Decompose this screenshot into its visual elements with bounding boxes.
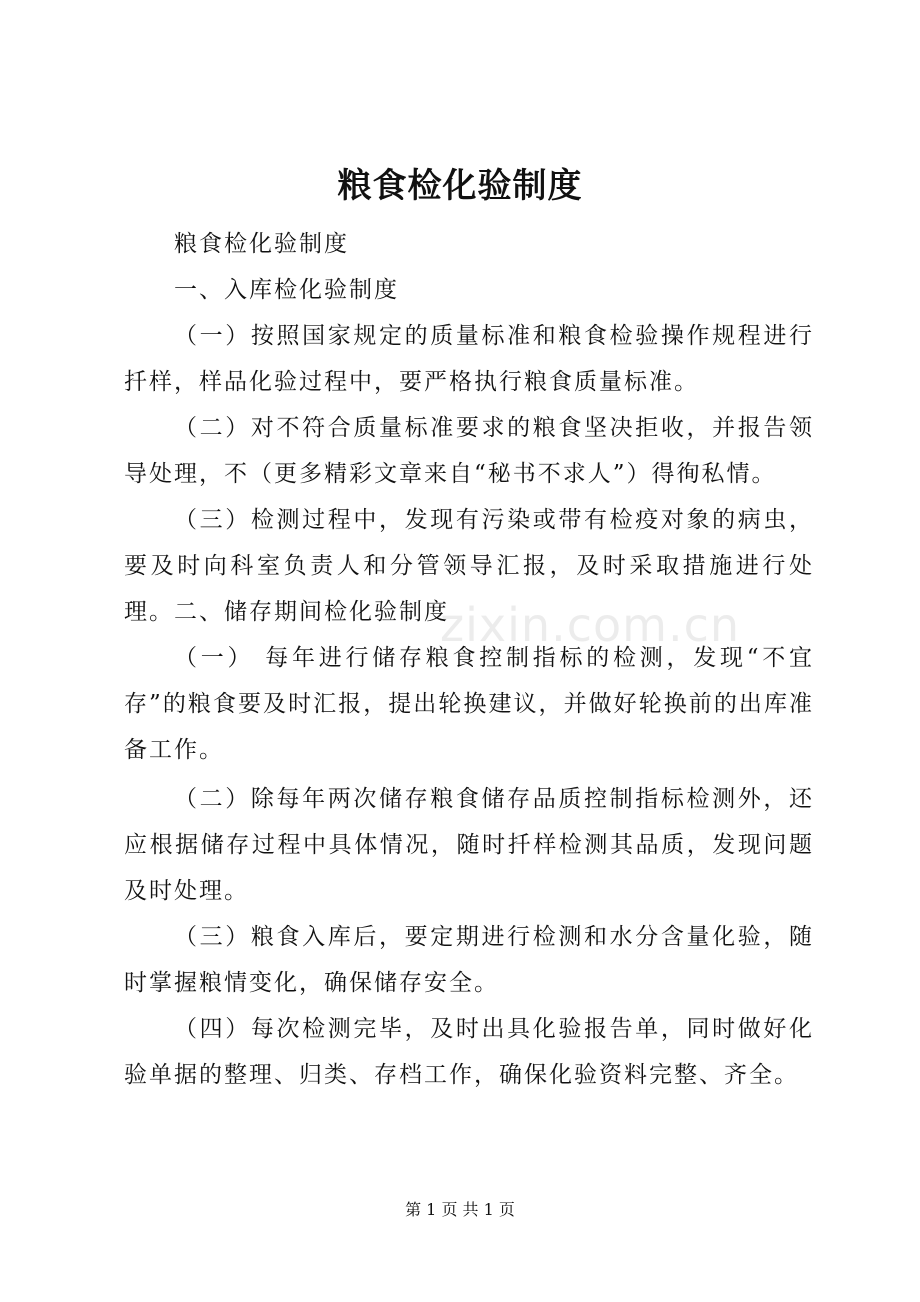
paragraph-2-4: （四）每次检测完毕，及时出具化验报告单，同时做好化验单据的整理、归类、存档工作，确保化验资料完整、齐全。: [124, 1016, 814, 1088]
section-heading-1: 一、入库检化验制度: [174, 277, 399, 303]
paragraph-heading: 粮食检化验制度: [174, 231, 349, 257]
paragraph-1-2: （二）对不符合质量标准要求的粮食坚决拒收，并报告领导处理，不（更多精彩文章来自“秘书不求人”）得徇私情。: [124, 415, 814, 487]
watermark: zixin.com.cn: [440, 598, 741, 652]
paragraph-2-1: （一） 每年进行储存粮食控制指标的检测，发现“不宜存”的粮食要及时汇报，提出轮换建议，并做好轮换前的出库准备工作。: [124, 645, 814, 763]
paragraph-1-1: （一）按照国家规定的质量标准和粮食检验操作规程进行扦样，样品化验过程中，要严格执行粮食质量标准。: [124, 323, 814, 395]
paragraph-2-3: （三）粮食入库后，要定期进行检测和水分含量化验，随时掌握粮情变化，确保储存安全。: [124, 924, 814, 996]
document-title: 粮食检化验制度: [337, 166, 583, 206]
paragraph-1-3: （三）检测过程中，发现有污染或带有检疫对象的病虫，要及时向科室负责人和分管领导汇报，及时采取措施进行处理。: [124, 507, 814, 625]
page-footer: 第 1 页 共 1 页: [405, 1200, 515, 1219]
paragraph-2-2: （二）除每年两次储存粮食储存品质控制指标检测外，还应根据储存过程中具体情况，随时扦样检测其品质，发现问题及时处理。: [124, 786, 814, 904]
section-heading-2: 二、储存期间检化验制度: [174, 599, 449, 625]
